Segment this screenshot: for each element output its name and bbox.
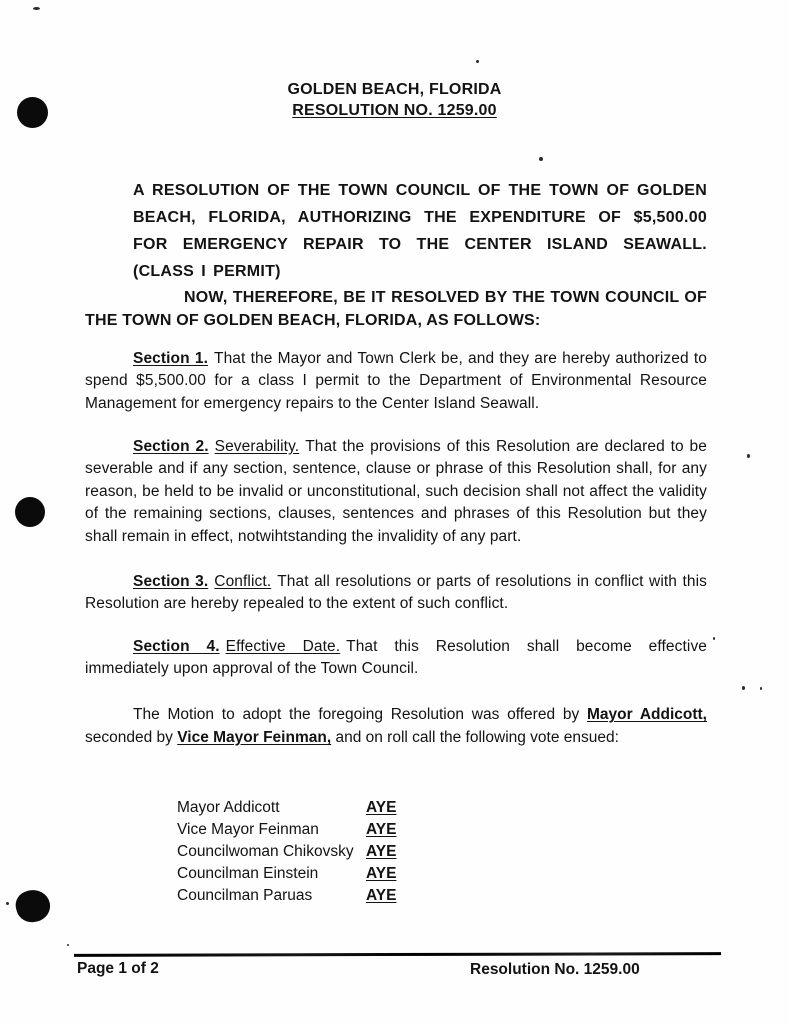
motion-mover-name: Mayor Addicott,	[586, 706, 707, 723]
resolution-caption: A RESOLUTION OF THE TOWN COUNCIL OF THE TOWN OF GOLDEN BEACH, FLORIDA, AUTHORIZING THE EXPENDITURE OF $5,500.00 FOR EMERGENCY REPAIR TO THE CENTER ISLAND SEAWALL. (CLASS I PERMIT)	[133, 182, 707, 280]
section-3-text: That all resolutions or parts of resolutions in conflict with this Resolution are hereby repealed to the extent of such conflict.	[85, 573, 707, 613]
vote-row	[177, 843, 396, 865]
vote-row	[177, 821, 396, 843]
scan-artifact	[742, 686, 745, 690]
vote-member-name: Councilman Paruas	[177, 887, 313, 904]
vote-value: AYE	[366, 865, 397, 882]
hole-punch-mark	[13, 886, 54, 925]
scan-artifact	[713, 637, 715, 640]
section-2-text: That the provisions of this Resolution are declared to be severable and if any section, sentence, clause or phrase of this Resolution shall, for any reason, be held to be invalid or unconstitutional, such decision shall not affect the validity of the remaining sections, clauses, sentences and phrases of this Resolution but they shall remain in effect, notwihtstanding the invalidity of any part.	[85, 438, 707, 545]
scan-artifact	[476, 60, 479, 63]
town-title: GOLDEN BEACH, FLORIDA	[287, 81, 502, 98]
scan-artifact	[760, 687, 762, 690]
scan-artifact	[6, 902, 9, 905]
motion-text-part2: seconded by	[85, 729, 173, 746]
vote-member-name: Councilman Einstein	[177, 865, 319, 882]
vote-row	[177, 887, 396, 909]
hole-punch-mark	[15, 497, 45, 527]
vote-roll-call	[177, 799, 396, 909]
motion-paragraph	[85, 703, 707, 749]
section-1-label: Section 1.	[133, 350, 208, 367]
vote-row	[177, 799, 396, 821]
scan-artifact	[33, 7, 40, 10]
footer-rule	[74, 952, 721, 957]
section-4-text: That this Resolution shall become effective immediately upon approval of the Town Council.	[85, 638, 708, 678]
footer-page-number: Page 1 of 2	[77, 960, 159, 977]
section-2-paragraph	[85, 436, 707, 548]
document-header	[0, 79, 789, 121]
motion-text-part1: The Motion to adopt the foregoing Resolution was offered by	[133, 706, 580, 723]
scan-artifact	[67, 944, 69, 946]
vote-value: AYE	[366, 821, 397, 838]
motion-seconder-name: Vice Mayor Feinman,	[177, 729, 332, 746]
section-3-title: Conflict.	[214, 573, 272, 590]
enacting-clause: NOW, THEREFORE, BE IT RESOLVED BY THE TOWN COUNCIL OF THE TOWN OF GOLDEN BEACH, FLORIDA, AS FOLLOWS:	[85, 289, 707, 329]
vote-member-name: Councilwoman Chikovsky	[177, 843, 354, 860]
vote-member-name: Vice Mayor Feinman	[177, 821, 319, 838]
vote-value: AYE	[366, 887, 397, 904]
vote-value: AYE	[366, 799, 397, 816]
scan-artifact	[539, 157, 543, 161]
resolution-number-title: RESOLUTION NO. 1259.00	[292, 102, 497, 119]
section-2-title: Severability.	[214, 438, 300, 455]
vote-member-name: Mayor Addicott	[177, 799, 280, 816]
motion-text-part3: and on roll call the following vote ensued:	[335, 729, 619, 746]
section-2-label: Section 2.	[133, 438, 209, 455]
scan-artifact	[747, 454, 750, 458]
vote-value: AYE	[366, 843, 397, 860]
section-3-label: Section 3.	[133, 573, 209, 590]
section-4-title: Effective Date.	[225, 638, 341, 655]
section-4-label: Section 4.	[133, 638, 220, 655]
section-3-paragraph	[85, 571, 707, 616]
footer-resolution-number: Resolution No. 1259.00	[470, 961, 640, 978]
section-4-paragraph	[85, 636, 707, 681]
section-1-text: That the Mayor and Town Clerk be, and they are hereby authorized to spend $5,500.00 for a class I permit to the Department of Environmental Resource Management for emergency repairs to the Center Island Seawall.	[85, 350, 708, 412]
section-1-paragraph	[85, 348, 707, 415]
vote-row	[177, 865, 396, 887]
